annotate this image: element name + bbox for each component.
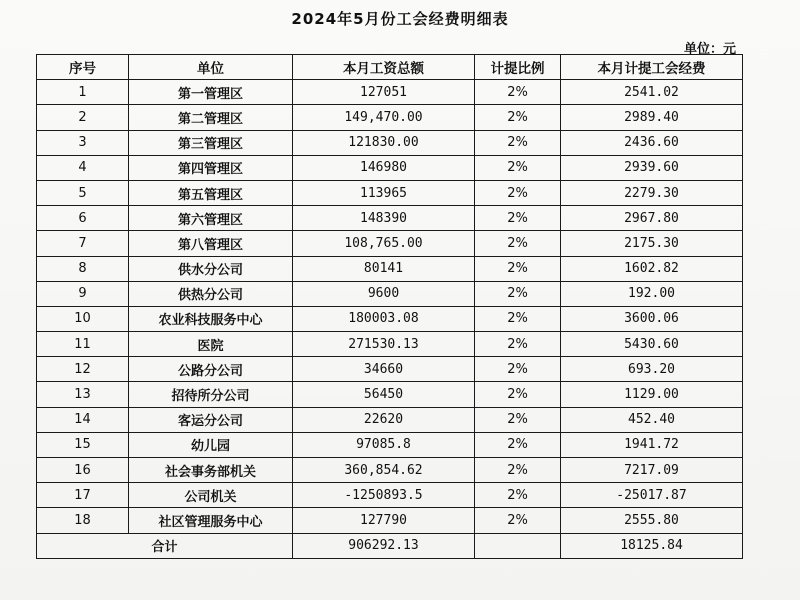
row-union-fee: 2967.80 [561, 206, 743, 231]
row-unit-name: 第一管理区 [129, 80, 293, 105]
table-row [37, 180, 743, 205]
total-salary: 906292.13 [293, 533, 475, 558]
row-serial-number: 15 [37, 432, 129, 457]
row-unit-name: 社区管理服务中心 [129, 508, 293, 533]
row-serial-number: 11 [37, 332, 129, 357]
table-header-row [37, 55, 743, 80]
row-serial-number: 14 [37, 407, 129, 432]
row-serial-number: 5 [37, 180, 129, 205]
row-union-fee: 2279.30 [561, 180, 743, 205]
row-accrual-ratio: 2% [475, 357, 561, 382]
row-salary-total: 108,765.00 [293, 231, 475, 256]
row-union-fee: 693.20 [561, 357, 743, 382]
row-unit-name: 社会事务部机关 [129, 458, 293, 483]
header-monthly-union-fee: 本月计提工会经费 [561, 55, 743, 80]
table-row [37, 155, 743, 180]
row-accrual-ratio: 2% [475, 508, 561, 533]
row-union-fee: 2436.60 [561, 130, 743, 155]
table-row [37, 105, 743, 130]
row-serial-number: 2 [37, 105, 129, 130]
table-row [37, 332, 743, 357]
table-row [37, 382, 743, 407]
row-union-fee: 2541.02 [561, 80, 743, 105]
row-unit-name: 第五管理区 [129, 180, 293, 205]
row-salary-total: 360,854.62 [293, 458, 475, 483]
unit-label: 单位：元 [683, 42, 736, 57]
row-unit-name: 供热分公司 [129, 281, 293, 306]
row-accrual-ratio: 2% [475, 105, 561, 130]
table-row [37, 432, 743, 457]
row-salary-total: 9600 [293, 281, 475, 306]
row-salary-total: 271530.13 [293, 332, 475, 357]
row-accrual-ratio: 2% [475, 231, 561, 256]
row-union-fee: 2175.30 [561, 231, 743, 256]
row-unit-name: 公司机关 [129, 483, 293, 508]
row-serial-number: 3 [37, 130, 129, 155]
table-row [37, 130, 743, 155]
row-union-fee: 3600.06 [561, 306, 743, 331]
row-salary-total: 22620 [293, 407, 475, 432]
row-salary-total: 127790 [293, 508, 475, 533]
row-union-fee: -25017.87 [561, 483, 743, 508]
row-salary-total: -1250893.5 [293, 483, 475, 508]
row-salary-total: 180003.08 [293, 306, 475, 331]
header-accrual-ratio: 计提比例 [475, 55, 561, 80]
row-union-fee: 2989.40 [561, 105, 743, 130]
table-row [37, 80, 743, 105]
row-salary-total: 121830.00 [293, 130, 475, 155]
header-unit: 单位 [129, 55, 293, 80]
row-accrual-ratio: 2% [475, 281, 561, 306]
table-row [37, 281, 743, 306]
total-ratio [475, 533, 561, 558]
row-salary-total: 146980 [293, 155, 475, 180]
row-accrual-ratio: 2% [475, 306, 561, 331]
table-row [37, 458, 743, 483]
total-label: 合计 [37, 533, 293, 558]
total-fee: 18125.84 [561, 533, 743, 558]
table-row [37, 231, 743, 256]
row-serial-number: 7 [37, 231, 129, 256]
row-accrual-ratio: 2% [475, 80, 561, 105]
table-row [37, 256, 743, 281]
row-accrual-ratio: 2% [475, 130, 561, 155]
row-accrual-ratio: 2% [475, 180, 561, 205]
row-salary-total: 56450 [293, 382, 475, 407]
row-accrual-ratio: 2% [475, 155, 561, 180]
table-row [37, 483, 743, 508]
table-row [37, 508, 743, 533]
row-accrual-ratio: 2% [475, 483, 561, 508]
table-row [37, 206, 743, 231]
row-union-fee: 7217.09 [561, 458, 743, 483]
union-fee-table [36, 54, 743, 559]
row-salary-total: 113965 [293, 180, 475, 205]
row-unit-name: 供水分公司 [129, 256, 293, 281]
row-unit-name: 招待所分公司 [129, 382, 293, 407]
row-unit-name: 农业科技服务中心 [129, 306, 293, 331]
row-union-fee: 452.40 [561, 407, 743, 432]
row-serial-number: 6 [37, 206, 129, 231]
row-unit-name: 第六管理区 [129, 206, 293, 231]
row-unit-name: 幼儿园 [129, 432, 293, 457]
row-accrual-ratio: 2% [475, 206, 561, 231]
row-unit-name: 第八管理区 [129, 231, 293, 256]
row-serial-number: 17 [37, 483, 129, 508]
table-row [37, 357, 743, 382]
row-salary-total: 80141 [293, 256, 475, 281]
row-unit-name: 第四管理区 [129, 155, 293, 180]
row-accrual-ratio: 2% [475, 256, 561, 281]
row-salary-total: 149,470.00 [293, 105, 475, 130]
row-salary-total: 34660 [293, 357, 475, 382]
row-serial-number: 12 [37, 357, 129, 382]
table-row [37, 407, 743, 432]
row-serial-number: 13 [37, 382, 129, 407]
row-salary-total: 127051 [293, 80, 475, 105]
row-unit-name: 第三管理区 [129, 130, 293, 155]
row-serial-number: 1 [37, 80, 129, 105]
row-union-fee: 2555.80 [561, 508, 743, 533]
row-serial-number: 18 [37, 508, 129, 533]
row-union-fee: 5430.60 [561, 332, 743, 357]
row-unit-name: 第二管理区 [129, 105, 293, 130]
table-total-row [37, 533, 743, 558]
row-serial-number: 8 [37, 256, 129, 281]
document-title: 2024年5月份工会经费明细表 [291, 10, 509, 28]
row-union-fee: 192.00 [561, 281, 743, 306]
row-unit-name: 客运分公司 [129, 407, 293, 432]
row-serial-number: 16 [37, 458, 129, 483]
row-union-fee: 1129.00 [561, 382, 743, 407]
row-serial-number: 10 [37, 306, 129, 331]
row-accrual-ratio: 2% [475, 407, 561, 432]
table-body [37, 80, 743, 533]
row-accrual-ratio: 2% [475, 332, 561, 357]
row-serial-number: 4 [37, 155, 129, 180]
row-union-fee: 1941.72 [561, 432, 743, 457]
row-serial-number: 9 [37, 281, 129, 306]
header-monthly-salary-total: 本月工资总额 [293, 55, 475, 80]
row-accrual-ratio: 2% [475, 458, 561, 483]
table-row [37, 306, 743, 331]
row-unit-name: 医院 [129, 332, 293, 357]
row-accrual-ratio: 2% [475, 382, 561, 407]
row-accrual-ratio: 2% [475, 432, 561, 457]
row-union-fee: 1602.82 [561, 256, 743, 281]
header-serial-number: 序号 [37, 55, 129, 80]
row-salary-total: 97085.8 [293, 432, 475, 457]
row-salary-total: 148390 [293, 206, 475, 231]
row-union-fee: 2939.60 [561, 155, 743, 180]
row-unit-name: 公路分公司 [129, 357, 293, 382]
